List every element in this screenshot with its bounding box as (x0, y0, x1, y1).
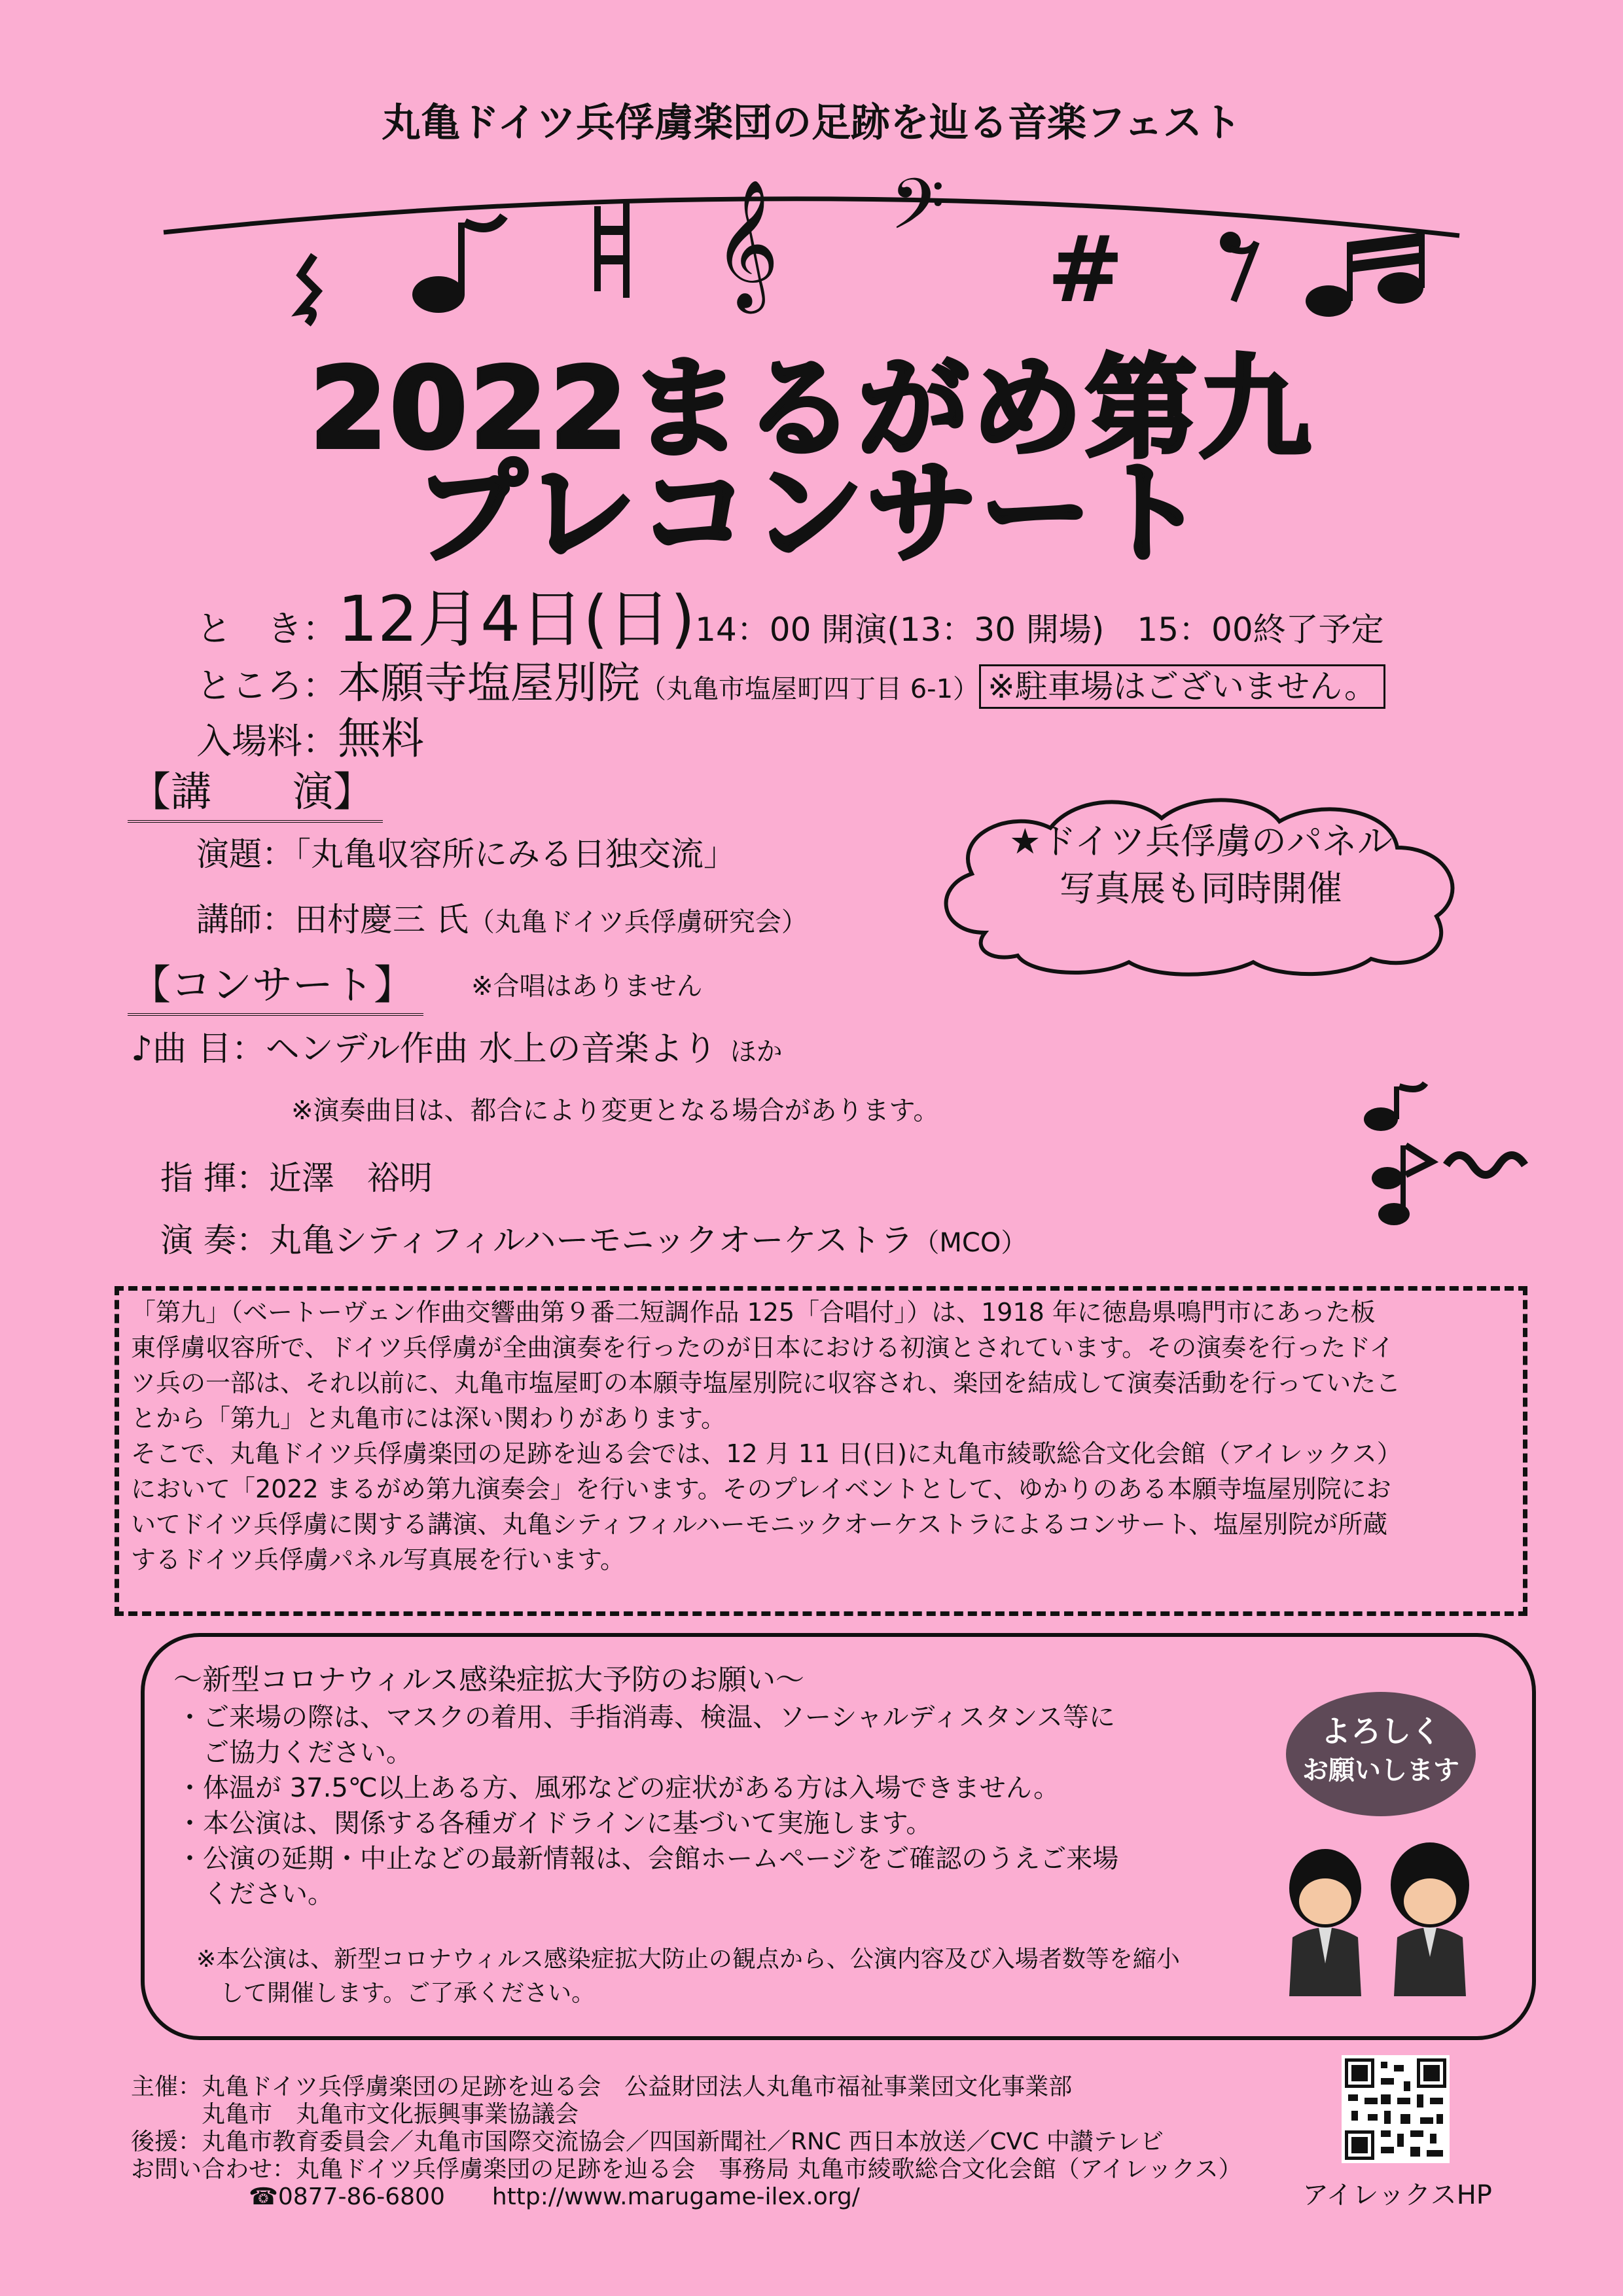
sharp-sign-icon (1047, 217, 1124, 323)
performer-row (160, 1214, 1027, 1261)
sign-text (1283, 1712, 1479, 1790)
date-time: 14：00 開演(13：30 開場) 15：00終了予定 (695, 611, 1384, 649)
corona-title: ～新型コロナウィルス感染症拡大予防のお願い～ (173, 1663, 805, 1696)
lecture-topic: 「丸亀収容所にみる日独交流」 (294, 835, 736, 873)
cloud-callout-text (913, 818, 1489, 912)
bowing-woman-icon (1391, 1842, 1469, 1996)
svg-text:#: # (1047, 217, 1124, 323)
performer-label: 演 奏： (160, 1221, 269, 1259)
fee-value: 無料 (338, 713, 424, 764)
date-label: と き： (196, 608, 338, 649)
description-line: において「2022 まるがめ第九演奏会」を行います。そのプレイベントとして、ゆかりのある本願寺塩屋別院にお (131, 1475, 1391, 1503)
footer-organizer-2: 丸亀市 丸亀市文化振興事業協議会 (131, 2101, 579, 2128)
eighth-note-icon (412, 216, 504, 313)
corona-bullet: ・本公演は、関係する各種ガイドラインに基づいて実施します。 (177, 1808, 933, 1839)
squiggle-icon (1446, 1155, 1525, 1175)
program-note: ※演奏曲目は、都合により変更となる場合があります。 (291, 1096, 940, 1126)
corona-footnote: ※本公演は、新型コロナウィルス感染症拡大防止の観点から、公演内容及び入場者数等を縮小 (196, 1946, 1180, 1973)
footer-contact: お問い合わせ：丸亀ドイツ兵俘虜楽団の足跡を辿る会 事務局 丸亀市綾歌総合文化会館（アイレックス） (131, 2156, 1242, 2183)
place-row (196, 648, 1385, 710)
event-title-line2: プレコンサート (415, 449, 1208, 579)
date-main: 12月4日(日) (338, 583, 696, 656)
performer-name: 丸亀シティフィルハーモニックオーケストラ (268, 1221, 914, 1259)
footer-organizer: 主催：丸亀ドイツ兵俘虜楽団の足跡を辿る会 公益財団法人丸亀市福祉事業団文化事業部 (131, 2073, 1073, 2100)
quarter-rest-icon (301, 255, 317, 324)
beamed-notes-icon (1372, 1145, 1432, 1225)
date-row (196, 569, 1384, 659)
lecture-speaker-org: （丸亀ドイツ兵俘虜研究会） (468, 907, 808, 937)
place-address: （丸亀市塩屋町四丁目 6-1） (640, 674, 980, 704)
lecture-speaker-row (196, 893, 808, 941)
svg-text:𝄢: 𝄢 (890, 170, 945, 262)
event-title-line1: 2022まるがめ第九 (310, 344, 1313, 474)
eighth-note-icon (1364, 1083, 1425, 1131)
sign-line2: お願いします (1302, 1755, 1459, 1785)
qr-code[interactable] (1342, 2055, 1450, 2163)
sign-line1: よろしく (1321, 1713, 1441, 1749)
program-row (131, 1021, 783, 1070)
svg-text:𝄞: 𝄞 (713, 179, 779, 308)
description-line: いてドイツ兵俘虜に関する講演、丸亀シティフィルハーモニックオーケストラによるコンサート、塩屋別院が所蔵 (131, 1510, 1388, 1539)
lecture-topic-row (196, 828, 736, 875)
cloud-line1: ★ドイツ兵俘虜のパネル (1009, 821, 1393, 862)
description-line: そこで、丸亀ドイツ兵俘虜楽団の足跡を辿る会では、12 月 11 日(日)に丸亀市綾歌総合文化会館（アイレックス） (131, 1439, 1402, 1468)
conductor-name: 近澤 裕明 (268, 1159, 433, 1197)
footer-sponsor: 後援：丸亀市教育委員会／丸亀市国際交流協会／四国新聞社／RNC 西日本放送／CVC 中讃テレビ (131, 2128, 1164, 2155)
fee-row (196, 704, 424, 766)
program-suffix: ほか (730, 1037, 783, 1067)
performer-abbr: （MCO） (913, 1228, 1027, 1258)
treble-clef-icon (713, 179, 779, 314)
corona-bullet: ・公演の延期・中止などの最新情報は、会館ホームページをご確認のうえご来場 (177, 1844, 1119, 1874)
corona-bullet: ・ご来場の際は、マスクの着用、手指消毒、検温、ソーシャルディスタンス等に (177, 1702, 1115, 1732)
description-line: 東俘虜収容所で、ドイツ兵俘虜が全曲演奏を行ったのが日本における初演とされています。その演奏を行ったドイ (131, 1333, 1395, 1362)
bowing-man-icon (1289, 1849, 1361, 1996)
fee-label: 入場料： (196, 721, 338, 762)
natural-sign-icon (594, 200, 630, 298)
place-name: 本願寺塩屋別院 (338, 658, 640, 708)
sixteenth-notes-icon (1306, 232, 1425, 317)
description-line: ツ兵の一部は、それ以前に、丸亀市塩屋町の本願寺塩屋別院に収容され、楽団を結成して演奏活動を行っていたこ (131, 1369, 1401, 1397)
lecture-speaker-label: 講師： (196, 901, 294, 939)
lecture-heading: 【講 演】 (128, 759, 383, 823)
description-line: 「第九」（ベートーヴェン作曲交響曲第９番二短調作品 125「合唱付」）は、1918 年に徳島県鳴門市にあった板 (131, 1298, 1376, 1327)
footer-phone-url: ☎0877-86-6800 http://www.marugame-ilex.org/ (131, 2183, 860, 2210)
description-line: するドイツ兵俘虜パネル写真展を行います。 (131, 1545, 626, 1574)
chorus-note: ※合唱はありません (471, 971, 703, 1001)
cloud-line2: 写真展も同時開催 (1060, 868, 1342, 909)
corona-footnote: して開催します。ご了承ください。 (196, 1980, 596, 2007)
music-bunting-decoration (157, 170, 1466, 340)
conductor-label: 指 揮： (160, 1159, 269, 1197)
description-text (131, 1295, 1505, 1577)
music-notes-decoration (1355, 1080, 1538, 1230)
program-value: ヘンデル作曲 水上の音楽より (265, 1030, 717, 1069)
corona-bullet: ください。 (177, 1879, 334, 1909)
program-label: ♪曲 目： (131, 1030, 266, 1069)
event-subtitle: 丸亀ドイツ兵俘虜楽団の足跡を辿る音楽フェスト (382, 100, 1241, 146)
description-line: とから「第九」と丸亀市には深い関わりがあります。 (131, 1404, 726, 1433)
corona-bullet: ・体温が 37.5℃以上ある方、風邪などの症状がある方は入場できません。 (177, 1773, 1060, 1803)
eighth-rest-icon (1220, 232, 1257, 301)
conductor-row (160, 1152, 433, 1199)
corona-bullet: ご協力ください。 (177, 1738, 412, 1768)
parking-note: ※駐車場はございません。 (979, 664, 1385, 709)
place-label: ところ： (196, 665, 338, 706)
lecture-topic-label: 演題： (196, 835, 294, 873)
bass-clef-icon (890, 170, 945, 262)
lecture-speaker: 田村慶三 氏 (294, 901, 469, 939)
bowing-staff-illustration (1276, 1833, 1486, 1996)
concert-heading: 【コンサート】 (128, 952, 423, 1016)
qr-label: アイレックスHP (1302, 2180, 1492, 2210)
